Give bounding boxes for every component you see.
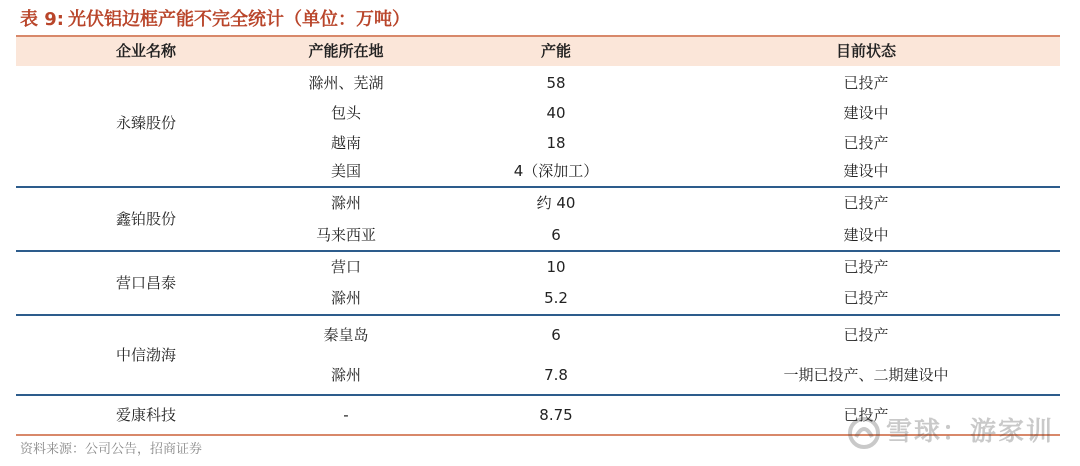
company-group (16, 68, 1060, 186)
company-group (16, 188, 1060, 250)
status-cell: 已投产 (843, 74, 889, 92)
capacity-cell: 40 (546, 104, 566, 122)
source-note: 资料来源：公司公告，招商证券 (20, 442, 203, 457)
capacity-cell: 18 (546, 134, 566, 152)
status-cell: 已投产 (843, 134, 889, 152)
header-status: 目前状态 (835, 42, 896, 60)
location-cell: 滁州 (330, 366, 361, 384)
capacity-cell: 6 (551, 326, 561, 344)
watermark-text: 雪球：游家训 (885, 417, 1054, 447)
header-location: 产能所在地 (308, 42, 384, 60)
table-row (16, 98, 1060, 128)
company-group (16, 252, 1060, 314)
status-cell: 建设中 (843, 104, 889, 122)
company-name: 永臻股份 (115, 114, 176, 132)
table-row (16, 68, 1060, 98)
company-group (16, 316, 1060, 394)
capacity-cell: 6 (551, 226, 561, 244)
table-caption: 光伏铝边框产能不完全统计（单位：万吨） (68, 9, 410, 30)
capacity-cell: 8.75 (539, 406, 573, 424)
table-row (16, 360, 1060, 390)
status-cell: 已投产 (843, 326, 889, 344)
company-name: 鑫铂股份 (115, 210, 176, 228)
table-header (16, 37, 1060, 66)
table-row (16, 188, 1060, 218)
status-cell: 一期已投产、二期建设中 (783, 366, 949, 384)
status-cell: 已投产 (843, 258, 889, 276)
capacity-cell: 约 40 (536, 194, 576, 212)
capacity-cell: 58 (546, 74, 566, 92)
status-cell: 已投产 (843, 194, 889, 212)
table-title (20, 6, 410, 34)
location-cell: 营口 (330, 258, 361, 276)
header-company: 企业名称 (115, 42, 176, 60)
snowball-logo-icon (846, 415, 882, 451)
location-cell: 美国 (330, 162, 361, 180)
header-capacity: 产能 (540, 42, 571, 60)
company-name: 中信渤海 (115, 346, 176, 364)
table-row (16, 320, 1060, 350)
table-row (16, 252, 1060, 282)
company-name: 爱康科技 (115, 406, 176, 424)
location-cell: 滁州、芜湖 (308, 74, 384, 92)
table-row (16, 220, 1060, 250)
table-row (16, 128, 1060, 158)
status-cell: 建设中 (843, 162, 889, 180)
table-row (16, 283, 1060, 313)
status-cell: 已投产 (843, 406, 889, 424)
status-cell: 已投产 (843, 289, 889, 307)
location-cell: 滁州 (330, 194, 361, 212)
status-cell: 建设中 (843, 226, 889, 244)
capacity-cell: 10 (546, 258, 566, 276)
group-separator (16, 394, 1060, 396)
watermark (846, 412, 1054, 452)
table-number: 表 9: (20, 9, 64, 30)
capacity-cell: 7.8 (544, 366, 568, 384)
capacity-cell: 4（深加工） (513, 162, 599, 180)
location-cell: 秦皇岛 (323, 326, 369, 344)
table-row (16, 156, 1060, 186)
location-cell: - (343, 406, 349, 424)
company-name: 营口昌泰 (115, 274, 176, 292)
location-cell: 包头 (330, 104, 361, 122)
location-cell: 越南 (330, 134, 361, 152)
capacity-cell: 5.2 (544, 289, 568, 307)
location-cell: 滁州 (330, 289, 361, 307)
location-cell: 马来西亚 (315, 226, 376, 244)
